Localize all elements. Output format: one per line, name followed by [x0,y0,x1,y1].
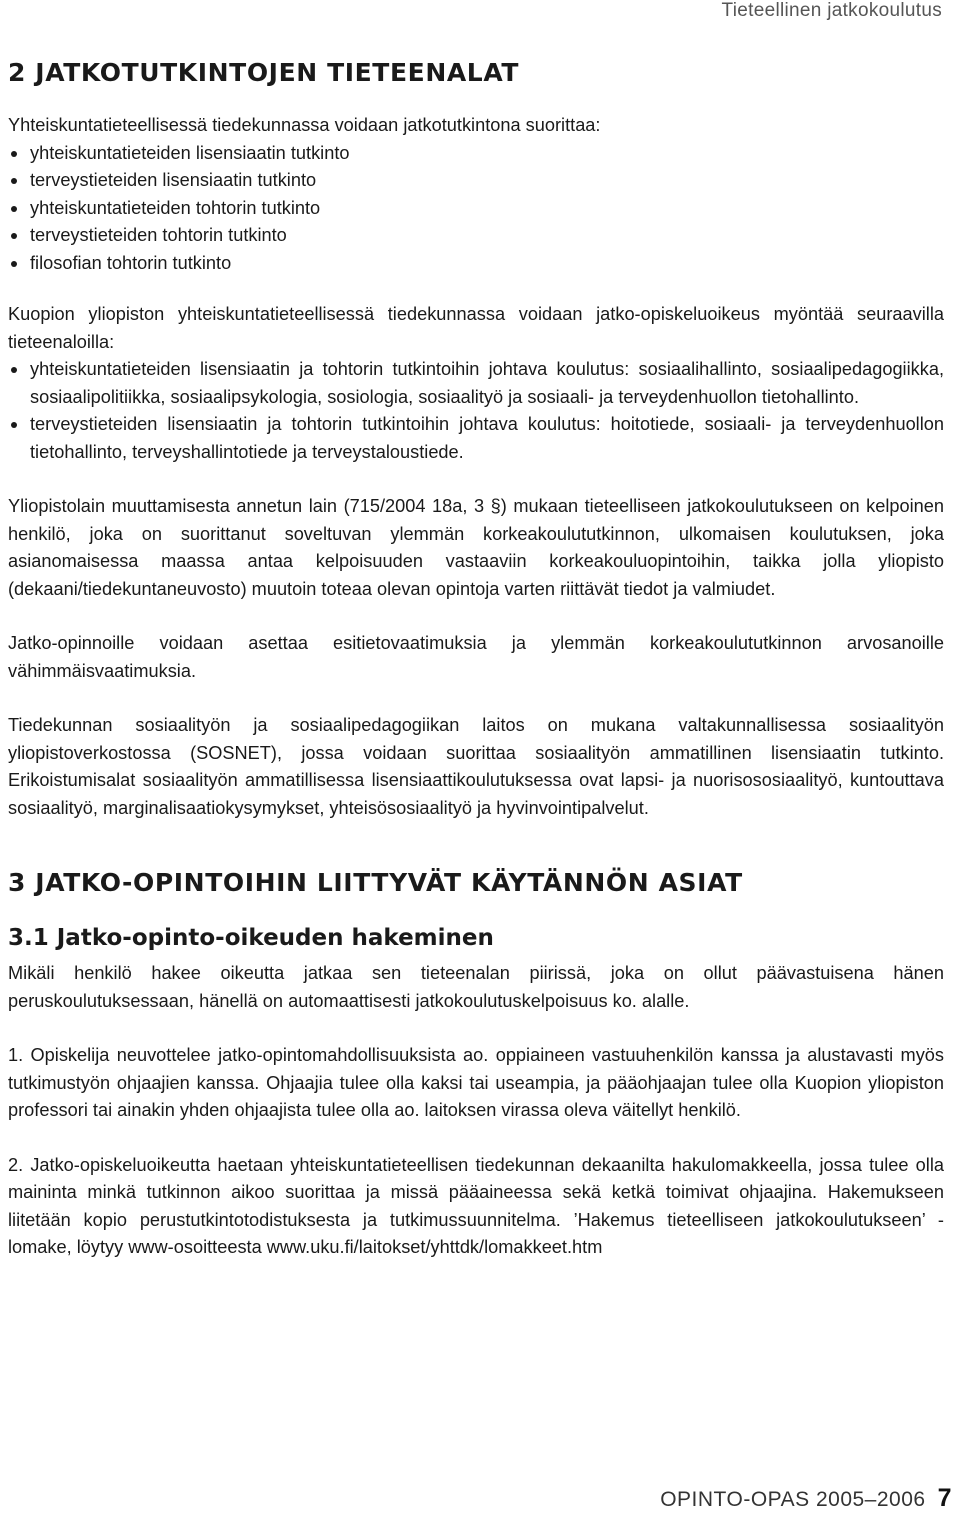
list-item: filosofian tohtorin tutkinto [8,250,944,278]
degree-list [8,140,944,278]
subsection-3-1-title: 3.1 Jatko-opinto-oikeuden hakeminen [8,925,494,951]
publication-title: OPINTO-OPAS 2005–2006 [660,1488,926,1511]
list-item: yhteiskuntatieteiden tohtorin tutkinto [8,195,944,223]
section-3-title: 3 JATKO-OPINTOIHIN LIITTYVÄT KÄYTÄNNÖN ASIAT [8,868,743,897]
degrees-intro: Yhteiskuntatieteellisessä tiedekunnassa voidaan jatkotutkintona suorittaa: [8,115,601,135]
page-content [8,56,944,1262]
list-item: 2. Jatko-opiskeluoikeutta haetaan yhteiskuntatieteellisen tiedekunnan dekaanilta hakulomakkeella, jossa tulee olla maininta minkä tutkinnon aikoo suorittaa ja missä pääaineessa sekä ketkä toimivat ohjaajina. Hakemukseen liitetään kopio perustutkintotodistuksesta ja tutkimussuunnitelma. ’Hakemus tieteelliseen jatkokoulutukseen’ -lomake, löytyy www-osoitteesta www.uku.fi/laitokset/yhttdk/lomakkeet.htm [8,1154,944,1257]
fields-intro: Kuopion yliopiston yhteiskuntatieteellisessä tiedekunnassa voidaan jatko-opiskeluoikeus myöntää seuraavilla tieteenaloilla: [8,304,944,352]
section-2-title: 2 JATKOTUTKINTOJEN TIETEENALAT [8,58,519,87]
page-number: 7 [937,1484,952,1512]
paragraph-sosnet: Tiedekunnan sosiaalityön ja sosiaalipedagogiikan laitos on mukana valtakunnallisessa sosiaalityön yliopistoverkostossa (SOSNET), jossa voidaan suorittaa sosiaalityön ammatillinen lisensiaatin tutkinto. Erikoistumisalat sosiaalityön ammatillisessa lisensiaattikoulutuksessa ovat lapsi- ja nuorisososiaalityö, kuntouttava sosiaalityö, marginalisaatiokysymykset, yhteisösosiaalityö ja hyvinvointipalvelut. [8,715,944,818]
list-item: terveystieteiden tohtorin tutkinto [8,222,944,250]
paragraph-law: Yliopistolain muuttamisesta annetun lain (715/2004 18a, 3 §) mukaan tieteelliseen jatkokoulutukseen on kelpoinen henkilö, joka on suorittanut soveltuvan ylemmän korkeakoulututkinnon, ulkomaisen koulutuksen, joka asianomaisessa maassa antaa kelpoisuuden vastaaviin korkeakouluopintoihin, taikka jolla yliopisto (dekaani/tiedekuntaneuvosto) muutoin toteaa olevan opintoja varten riittävät tiedot ja valmiudet. [8,496,944,599]
list-item: 1. Opiskelija neuvottelee jatko-opintomahdollisuuksista ao. oppiaineen vastuuhenkilön kanssa ja alustavasti myös tutkimustyön ohjaajien kanssa. Ohjaajia tulee olla kaksi tai useampia, ja pääohjaajan tulee olla Kuopion yliopiston professori tai ainakin yhden ohjaajista tulee olla ao. laitoksen virassa oleva väitellyt henkilö. [8,1045,944,1120]
list-item: yhteiskuntatieteiden lisensiaatin ja tohtorin tutkintoihin johtava koulutus: sosiaalihallinto, sosiaalipedagogiikka, sosiaalipolitiikka, sosiaalipsykologia, sosiologia, sosiaalityö ja sosiaali- ja terveydenhuollon tietohallinto. [8,356,944,411]
list-item: terveystieteiden lisensiaatin tutkinto [8,167,944,195]
list-item: terveystieteiden lisensiaatin ja tohtorin tutkintoihin johtava koulutus: hoitotiede, sosiaali- ja terveydenhuollon tietohallinto, terveyshallintotiede ja terveystaloustiede. [8,411,944,466]
application-steps [8,1042,944,1262]
field-list [8,356,944,466]
list-item: yhteiskuntatieteiden lisensiaatin tutkinto [8,140,944,168]
paragraph-application-intro: Mikäli henkilö hakee oikeutta jatkaa sen tieteenalan piirissä, joka on ollut päävastuisena hänen peruskoulutuksessaan, hänellä on automaattisesti jatkokoulutuskelpoisuus ko. alalle. [8,963,944,1011]
page-footer [660,1484,952,1513]
running-header: Tieteellinen jatkokoulutus [721,0,942,21]
paragraph-requirements: Jatko-opinnoille voidaan asettaa esitietovaatimuksia ja ylemmän korkeakoulututkinnon arvosanoille vähimmäisvaatimuksia. [8,633,944,681]
